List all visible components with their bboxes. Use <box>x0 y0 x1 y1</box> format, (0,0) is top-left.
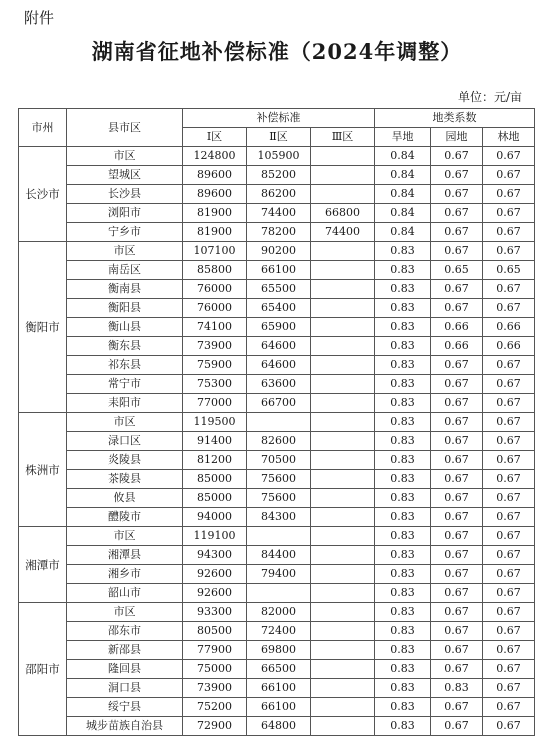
garden-cell: 0.67 <box>431 394 483 413</box>
county-cell: 浏阳市 <box>67 204 183 223</box>
dryland-cell: 0.83 <box>375 679 431 698</box>
zone2-cell <box>247 584 311 603</box>
unit-label: 单位：元/亩 <box>457 90 522 104</box>
forest-cell: 0.67 <box>483 470 535 489</box>
table-row <box>19 318 535 337</box>
zone1-cell: 81900 <box>183 204 247 223</box>
zone1-cell: 119100 <box>183 527 247 546</box>
header-dryland: 旱地 <box>375 128 431 147</box>
forest-cell: 0.67 <box>483 185 535 204</box>
zone3-cell <box>311 641 375 660</box>
zone3-cell <box>311 622 375 641</box>
garden-cell: 0.67 <box>431 717 483 736</box>
table-body <box>19 147 535 736</box>
garden-cell: 0.66 <box>431 318 483 337</box>
garden-cell: 0.67 <box>431 147 483 166</box>
table-row <box>19 261 535 280</box>
dryland-cell: 0.83 <box>375 299 431 318</box>
zone1-cell: 74100 <box>183 318 247 337</box>
zone3-cell <box>311 470 375 489</box>
forest-cell: 0.67 <box>483 508 535 527</box>
zone2-cell: 82600 <box>247 432 311 451</box>
county-cell: 长沙县 <box>67 185 183 204</box>
zone1-cell: 81200 <box>183 451 247 470</box>
dryland-cell: 0.83 <box>375 641 431 660</box>
garden-cell: 0.67 <box>431 641 483 660</box>
zone3-cell <box>311 432 375 451</box>
zone1-cell: 93300 <box>183 603 247 622</box>
forest-cell: 0.67 <box>483 242 535 261</box>
table-row <box>19 717 535 736</box>
garden-cell: 0.67 <box>431 565 483 584</box>
forest-cell: 0.67 <box>483 584 535 603</box>
table-row <box>19 413 535 432</box>
dryland-cell: 0.83 <box>375 318 431 337</box>
dryland-cell: 0.83 <box>375 375 431 394</box>
forest-cell: 0.67 <box>483 546 535 565</box>
dryland-cell: 0.83 <box>375 451 431 470</box>
garden-cell: 0.67 <box>431 603 483 622</box>
garden-cell: 0.67 <box>431 451 483 470</box>
zone2-cell: 90200 <box>247 242 311 261</box>
zone1-cell: 85000 <box>183 470 247 489</box>
forest-cell: 0.67 <box>483 603 535 622</box>
county-cell: 醴陵市 <box>67 508 183 527</box>
header-city: 市州 <box>19 109 67 147</box>
table-row <box>19 432 535 451</box>
garden-cell: 0.67 <box>431 166 483 185</box>
table-row <box>19 356 535 375</box>
zone1-cell: 77900 <box>183 641 247 660</box>
forest-cell: 0.67 <box>483 527 535 546</box>
zone2-cell: 66100 <box>247 261 311 280</box>
dryland-cell: 0.84 <box>375 166 431 185</box>
garden-cell: 0.65 <box>431 261 483 280</box>
forest-cell: 0.67 <box>483 147 535 166</box>
zone2-cell: 66100 <box>247 679 311 698</box>
county-cell: 望城区 <box>67 166 183 185</box>
dryland-cell: 0.83 <box>375 622 431 641</box>
zone1-cell: 94300 <box>183 546 247 565</box>
dryland-cell: 0.84 <box>375 223 431 242</box>
zone1-cell: 75000 <box>183 660 247 679</box>
garden-cell: 0.67 <box>431 223 483 242</box>
table-row <box>19 280 535 299</box>
zone3-cell <box>311 280 375 299</box>
table-row <box>19 204 535 223</box>
table-row <box>19 375 535 394</box>
zone3-cell <box>311 565 375 584</box>
garden-cell: 0.67 <box>431 508 483 527</box>
attachment-label: 附件 <box>24 9 55 27</box>
garden-cell: 0.67 <box>431 698 483 717</box>
table-row <box>19 337 535 356</box>
table-row <box>19 603 535 622</box>
garden-cell: 0.67 <box>431 470 483 489</box>
zone3-cell <box>311 147 375 166</box>
zone3-cell <box>311 299 375 318</box>
garden-cell: 0.67 <box>431 622 483 641</box>
zone3-cell <box>311 717 375 736</box>
table-row <box>19 223 535 242</box>
table-row <box>19 527 535 546</box>
forest-cell: 0.66 <box>483 337 535 356</box>
dryland-cell: 0.83 <box>375 603 431 622</box>
zone2-cell: 64600 <box>247 356 311 375</box>
zone1-cell: 80500 <box>183 622 247 641</box>
header-zone2: Ⅱ区 <box>247 128 311 147</box>
dryland-cell: 0.84 <box>375 204 431 223</box>
forest-cell: 0.67 <box>483 641 535 660</box>
zone2-cell: 72400 <box>247 622 311 641</box>
zone2-cell <box>247 527 311 546</box>
county-cell: 湘乡市 <box>67 565 183 584</box>
dryland-cell: 0.83 <box>375 527 431 546</box>
dryland-cell: 0.83 <box>375 546 431 565</box>
dryland-cell: 0.83 <box>375 242 431 261</box>
garden-cell: 0.67 <box>431 546 483 565</box>
zone3-cell <box>311 166 375 185</box>
dryland-cell: 0.83 <box>375 432 431 451</box>
zone3-cell: 66800 <box>311 204 375 223</box>
zone2-cell: 79400 <box>247 565 311 584</box>
zone3-cell <box>311 527 375 546</box>
forest-cell: 0.67 <box>483 565 535 584</box>
county-cell: 攸县 <box>67 489 183 508</box>
forest-cell: 0.67 <box>483 204 535 223</box>
garden-cell: 0.67 <box>431 432 483 451</box>
zone3-cell <box>311 698 375 717</box>
garden-cell: 0.67 <box>431 375 483 394</box>
zone3-cell <box>311 185 375 204</box>
table-row <box>19 622 535 641</box>
table-row <box>19 508 535 527</box>
dryland-cell: 0.83 <box>375 489 431 508</box>
forest-cell: 0.67 <box>483 622 535 641</box>
zone1-cell: 75200 <box>183 698 247 717</box>
forest-cell: 0.67 <box>483 698 535 717</box>
zone3-cell <box>311 489 375 508</box>
zone1-cell: 72900 <box>183 717 247 736</box>
county-cell: 衡阳县 <box>67 299 183 318</box>
dryland-cell: 0.83 <box>375 261 431 280</box>
zone3-cell <box>311 508 375 527</box>
county-cell: 隆回县 <box>67 660 183 679</box>
zone1-cell: 75300 <box>183 375 247 394</box>
compensation-table <box>18 108 535 736</box>
header-forest: 林地 <box>483 128 535 147</box>
garden-cell: 0.67 <box>431 489 483 508</box>
table-row <box>19 660 535 679</box>
zone3-cell <box>311 413 375 432</box>
county-cell: 茶陵县 <box>67 470 183 489</box>
zone3-cell <box>311 261 375 280</box>
header-zone3: Ⅲ区 <box>311 128 375 147</box>
county-cell: 市区 <box>67 242 183 261</box>
zone2-cell: 64800 <box>247 717 311 736</box>
zone3-cell <box>311 375 375 394</box>
zone1-cell: 75900 <box>183 356 247 375</box>
zone3-cell <box>311 584 375 603</box>
zone2-cell: 65500 <box>247 280 311 299</box>
city-cell: 邵阳市 <box>19 603 67 736</box>
zone1-cell: 94000 <box>183 508 247 527</box>
forest-cell: 0.67 <box>483 375 535 394</box>
zone1-cell: 85800 <box>183 261 247 280</box>
zone1-cell: 107100 <box>183 242 247 261</box>
dryland-cell: 0.84 <box>375 147 431 166</box>
forest-cell: 0.67 <box>483 299 535 318</box>
zone1-cell: 89600 <box>183 185 247 204</box>
table-row <box>19 394 535 413</box>
table-row <box>19 641 535 660</box>
county-cell: 韶山市 <box>67 584 183 603</box>
table-row <box>19 242 535 261</box>
table-row <box>19 147 535 166</box>
zone3-cell <box>311 451 375 470</box>
table-row <box>19 185 535 204</box>
garden-cell: 0.67 <box>431 242 483 261</box>
zone1-cell: 73900 <box>183 337 247 356</box>
forest-cell: 0.67 <box>483 489 535 508</box>
table-row <box>19 299 535 318</box>
garden-cell: 0.67 <box>431 660 483 679</box>
zone3-cell <box>311 242 375 261</box>
zone3-cell <box>311 603 375 622</box>
table-row <box>19 489 535 508</box>
zone3-cell <box>311 546 375 565</box>
table-row <box>19 470 535 489</box>
county-cell: 祁东县 <box>67 356 183 375</box>
zone3-cell: 74400 <box>311 223 375 242</box>
county-cell: 衡南县 <box>67 280 183 299</box>
zone2-cell: 66700 <box>247 394 311 413</box>
zone2-cell: 86200 <box>247 185 311 204</box>
dryland-cell: 0.83 <box>375 508 431 527</box>
garden-cell: 0.83 <box>431 679 483 698</box>
zone2-cell: 65400 <box>247 299 311 318</box>
forest-cell: 0.67 <box>483 280 535 299</box>
table-row <box>19 584 535 603</box>
city-cell: 衡阳市 <box>19 242 67 413</box>
forest-cell: 0.65 <box>483 261 535 280</box>
forest-cell: 0.67 <box>483 679 535 698</box>
dryland-cell: 0.83 <box>375 717 431 736</box>
zone1-cell: 92600 <box>183 565 247 584</box>
garden-cell: 0.67 <box>431 204 483 223</box>
zone2-cell: 63600 <box>247 375 311 394</box>
forest-cell: 0.67 <box>483 413 535 432</box>
county-cell: 新邵县 <box>67 641 183 660</box>
zone2-cell: 84400 <box>247 546 311 565</box>
zone2-cell: 66100 <box>247 698 311 717</box>
forest-cell: 0.67 <box>483 660 535 679</box>
county-cell: 宁乡市 <box>67 223 183 242</box>
zone1-cell: 76000 <box>183 280 247 299</box>
zone2-cell: 65900 <box>247 318 311 337</box>
garden-cell: 0.66 <box>431 337 483 356</box>
zone2-cell: 85200 <box>247 166 311 185</box>
zone2-cell: 82000 <box>247 603 311 622</box>
zone3-cell <box>311 394 375 413</box>
garden-cell: 0.67 <box>431 299 483 318</box>
zone1-cell: 73900 <box>183 679 247 698</box>
dryland-cell: 0.83 <box>375 584 431 603</box>
county-cell: 邵东市 <box>67 622 183 641</box>
forest-cell: 0.67 <box>483 432 535 451</box>
dryland-cell: 0.83 <box>375 280 431 299</box>
zone3-cell <box>311 356 375 375</box>
header-coefficient: 地类系数 <box>375 109 535 128</box>
garden-cell: 0.67 <box>431 280 483 299</box>
header-county: 县市区 <box>67 109 183 147</box>
zone2-cell: 66500 <box>247 660 311 679</box>
county-cell: 炎陵县 <box>67 451 183 470</box>
city-cell: 株洲市 <box>19 413 67 527</box>
county-cell: 耒阳市 <box>67 394 183 413</box>
county-cell: 常宁市 <box>67 375 183 394</box>
dryland-cell: 0.83 <box>375 356 431 375</box>
garden-cell: 0.67 <box>431 413 483 432</box>
dryland-cell: 0.83 <box>375 394 431 413</box>
table-row <box>19 679 535 698</box>
zone2-cell: 84300 <box>247 508 311 527</box>
zone2-cell: 75600 <box>247 470 311 489</box>
county-cell: 衡山县 <box>67 318 183 337</box>
dryland-cell: 0.83 <box>375 337 431 356</box>
garden-cell: 0.67 <box>431 527 483 546</box>
city-cell: 长沙市 <box>19 147 67 242</box>
zone3-cell <box>311 318 375 337</box>
zone1-cell: 77000 <box>183 394 247 413</box>
document-title: 湖南省征地补偿标准（2024年调整） <box>91 39 463 64</box>
zone2-cell: 69800 <box>247 641 311 660</box>
zone1-cell: 85000 <box>183 489 247 508</box>
header-garden: 园地 <box>431 128 483 147</box>
county-cell: 市区 <box>67 413 183 432</box>
garden-cell: 0.67 <box>431 185 483 204</box>
table-row <box>19 451 535 470</box>
zone2-cell: 64600 <box>247 337 311 356</box>
zone1-cell: 76000 <box>183 299 247 318</box>
county-cell: 湘潭县 <box>67 546 183 565</box>
forest-cell: 0.67 <box>483 394 535 413</box>
dryland-cell: 0.83 <box>375 470 431 489</box>
zone1-cell: 89600 <box>183 166 247 185</box>
table-row <box>19 546 535 565</box>
county-cell: 绥宁县 <box>67 698 183 717</box>
forest-cell: 0.67 <box>483 451 535 470</box>
header-zone1: Ⅰ区 <box>183 128 247 147</box>
zone2-cell: 75600 <box>247 489 311 508</box>
garden-cell: 0.67 <box>431 356 483 375</box>
zone1-cell: 119500 <box>183 413 247 432</box>
county-cell: 洞口县 <box>67 679 183 698</box>
zone3-cell <box>311 679 375 698</box>
header-row-1 <box>19 109 535 128</box>
county-cell: 城步苗族自治县 <box>67 717 183 736</box>
zone3-cell <box>311 337 375 356</box>
forest-cell: 0.66 <box>483 318 535 337</box>
zone2-cell <box>247 413 311 432</box>
city-cell: 湘潭市 <box>19 527 67 603</box>
zone2-cell: 78200 <box>247 223 311 242</box>
county-cell: 衡东县 <box>67 337 183 356</box>
table-row <box>19 166 535 185</box>
forest-cell: 0.67 <box>483 223 535 242</box>
zone2-cell: 70500 <box>247 451 311 470</box>
header-compensation: 补偿标准 <box>183 109 375 128</box>
zone1-cell: 81900 <box>183 223 247 242</box>
table-row <box>19 565 535 584</box>
forest-cell: 0.67 <box>483 166 535 185</box>
county-cell: 市区 <box>67 603 183 622</box>
zone1-cell: 92600 <box>183 584 247 603</box>
forest-cell: 0.67 <box>483 356 535 375</box>
zone2-cell: 74400 <box>247 204 311 223</box>
zone1-cell: 124800 <box>183 147 247 166</box>
table-row <box>19 698 535 717</box>
zone3-cell <box>311 660 375 679</box>
dryland-cell: 0.83 <box>375 660 431 679</box>
garden-cell: 0.67 <box>431 584 483 603</box>
dryland-cell: 0.83 <box>375 565 431 584</box>
zone2-cell: 105900 <box>247 147 311 166</box>
forest-cell: 0.67 <box>483 717 535 736</box>
county-cell: 南岳区 <box>67 261 183 280</box>
zone1-cell: 91400 <box>183 432 247 451</box>
county-cell: 市区 <box>67 527 183 546</box>
dryland-cell: 0.83 <box>375 698 431 717</box>
dryland-cell: 0.84 <box>375 185 431 204</box>
dryland-cell: 0.83 <box>375 413 431 432</box>
county-cell: 市区 <box>67 147 183 166</box>
county-cell: 渌口区 <box>67 432 183 451</box>
